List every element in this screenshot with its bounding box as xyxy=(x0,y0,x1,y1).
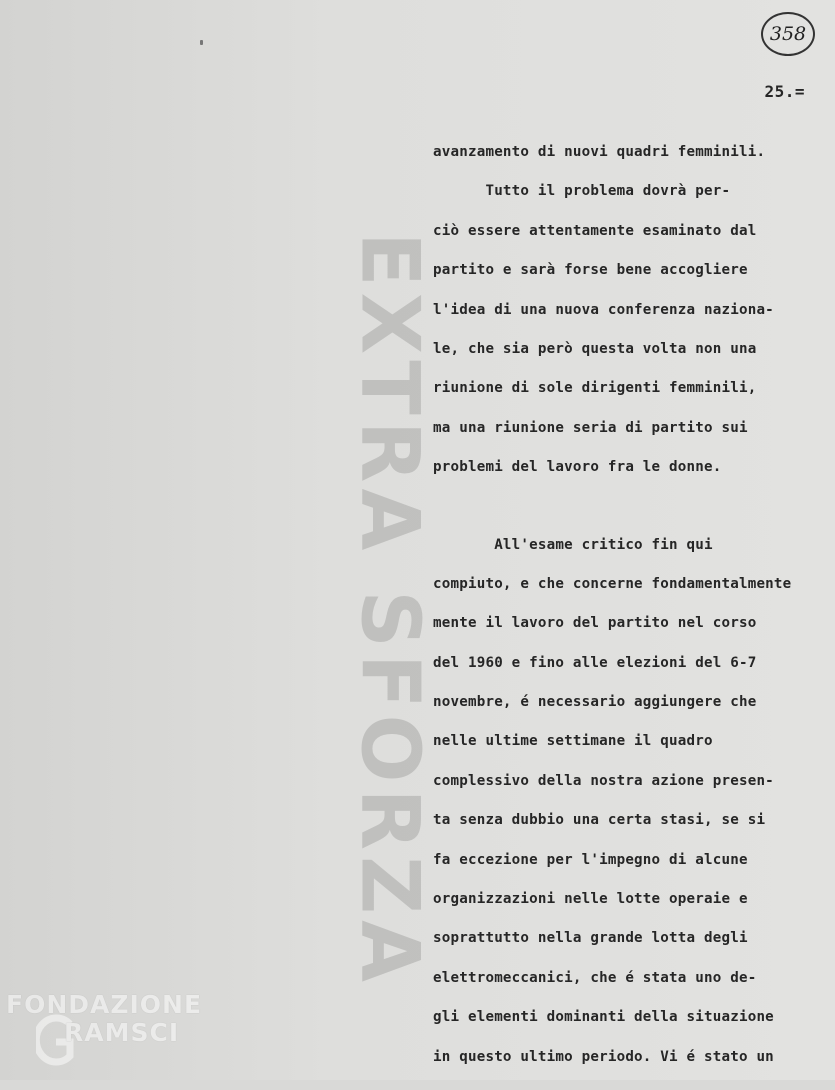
paper-speck xyxy=(200,40,203,45)
text-line: mente il lavoro del partito nel corso xyxy=(433,615,757,632)
text-line: nelle ultime settimane il quadro xyxy=(433,733,713,750)
archive-number: 358 xyxy=(769,23,807,45)
text-line: soprattutto nella grande lotta degli xyxy=(433,930,748,947)
text-line: ta senza dubbio una certa stasi, se si xyxy=(433,812,766,829)
text-line: gli elementi dominanti della situazione xyxy=(433,1009,774,1026)
text-line: elettromeccanici, che é stata uno de- xyxy=(433,969,757,986)
text-line: avanzamento di nuovi quadri femminili. xyxy=(433,144,766,160)
text-line: in questo ultimo periodo. Vi é stato un xyxy=(433,1048,774,1065)
logo-text-line1: FONDAZIONE xyxy=(6,990,203,1019)
text-line: le, che sia però questa volta non una xyxy=(433,340,757,357)
page-number: 25.= xyxy=(764,82,805,101)
text-line: All'esame critico fin qui xyxy=(433,536,713,553)
archive-number-stamp xyxy=(761,12,815,56)
text-line: compiuto, e che concerne fondamentalmente xyxy=(433,575,792,592)
fondazione-gramsci-logo xyxy=(6,990,206,1072)
typewritten-text xyxy=(433,140,823,1084)
text-line: l'idea di una nuova conferenza naziona- xyxy=(433,301,774,318)
watermark-text: EXTRA SFORZA xyxy=(343,231,437,989)
text-line: complessivo della nostra azione presen- xyxy=(433,772,774,789)
text-line: problemi del lavoro fra le donne. xyxy=(433,459,722,476)
text-line: del 1960 e fino alle elezioni del 6-7 xyxy=(433,654,757,671)
text-line: ciò essere attentamente esaminato dal xyxy=(433,222,757,239)
text-line: novembre, é necessario aggiungere che xyxy=(433,694,757,711)
paragraph-gap xyxy=(433,495,823,533)
watermark-bleed-through xyxy=(335,130,445,1090)
text-line: partito e sarà forse bene accogliere xyxy=(433,262,748,279)
logo-text-line2: RAMSCI xyxy=(64,1018,180,1047)
text-line: Tutto il problema dovrà per- xyxy=(433,183,731,200)
text-line: fa eccezione per l'impegno di alcune xyxy=(433,851,748,868)
text-line: riunione di sole dirigenti femminili, xyxy=(433,380,757,397)
text-line: organizzazioni nelle lotte operaie e xyxy=(433,891,748,908)
text-line: ma una riunione seria di partito sui xyxy=(433,419,748,436)
